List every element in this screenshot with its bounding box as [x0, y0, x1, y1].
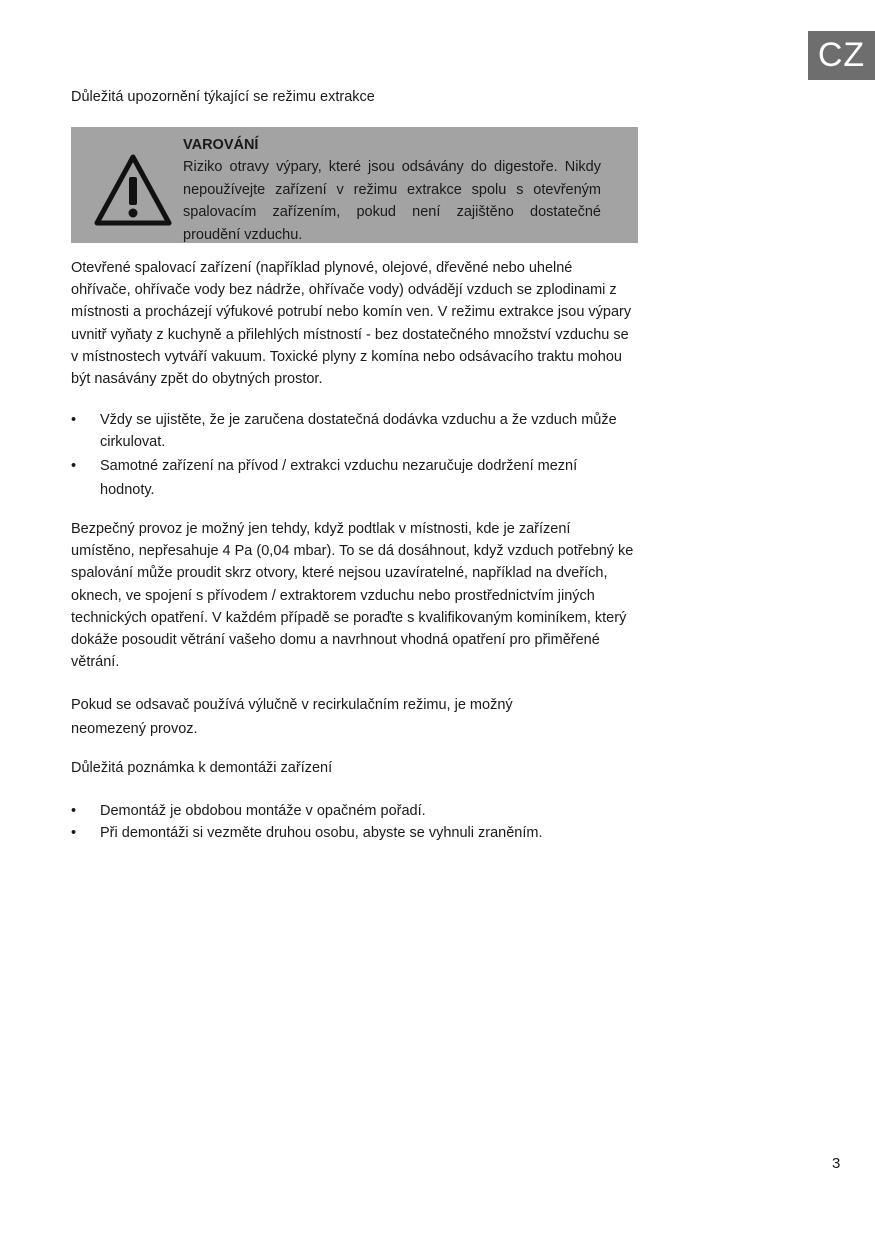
list-item — [71, 800, 631, 822]
warning-triangle-icon — [93, 151, 173, 231]
air-supply-bullet-list — [71, 409, 631, 502]
list-item — [71, 409, 631, 453]
page-number: 3 — [832, 1155, 841, 1172]
heading-disassembly-note: Důležitá poznámka k demontáži zařízení — [71, 760, 333, 776]
bullet-text: Samotné zařízení na přívod / extrakci vzduchu nezaručuje dodržení mezní hodnoty. — [100, 458, 578, 498]
bullet-text: Při demontáži si vezměte druhou osobu, abyste se vyhnuli zraněním. — [100, 825, 543, 841]
bullet-dot: • — [71, 412, 77, 428]
list-item — [71, 454, 631, 502]
language-tab: CZ — [808, 31, 875, 80]
bullet-text: Vždy se ujistěte, že je zaručena dostatečná dodávka vzduchu a že vzduch může cirkulovat. — [100, 412, 617, 450]
heading-extraction-notes: Důležitá upozornění týkající se režimu extrakce — [71, 89, 375, 105]
paragraph-combustion: Otevřené spalovací zařízení (například plynové, olejové, dřevěné nebo uhelné ohřívače, ohřívače vody bez nádrže, ohřívače vody) odvádějí vzduch se zplodinami z místnosti a procházejí výfukové potrubí nebo komín ven. V režimu extrakce jsou výpary uvnitř vyňaty z kuchyně a přilehlých místností - bez dostatečného množství vzduchu se v místnostech vytváří vakuum. Toxické plyny z komína nebo odsávacího traktu mohou být nasávány zpět do obytných prostor. — [71, 260, 632, 388]
list-item — [71, 822, 631, 844]
warning-text: Riziko otravy výpary, které jsou odsávány do digestoře. Nikdy nepoužívejte zařízení v režimu extrakce spolu s otevřeným spalovacím zařízením, pokud není zajištěno dostatečné proudění vzduchu. — [183, 159, 601, 243]
paragraph-safe-operation: Bezpečný provoz je možný jen tehdy, když podtlak v místnosti, kde je zařízení umístěno, nepřesahuje 4 Pa (0,04 mbar). To se dá dosáhnout, když vzduch potřebný ke spalování může proudit skrz otvory, které nejsou uzavíratelné, například na dveřích, oknech, ve spojení s přívodem / extraktorem vzduchu nebo prostřednictvím jiných technických opatření. V každém případě se poraďte s kvalifikovaným kominíkem, který dokáže posoudit větrání vašeho domu a navrhnout vhodná opatření pro přiměřené větrání. — [71, 521, 634, 671]
bullet-text: Demontáž je obdobou montáže v opačném pořadí. — [100, 803, 426, 819]
bullet-dot: • — [71, 825, 77, 841]
bullet-dot: • — [71, 803, 77, 819]
paragraph-recirculation: Pokud se odsavač používá výlučně v recirkulačním režimu, je možný neomezený provoz. — [71, 697, 513, 737]
bullet-dot: • — [71, 458, 77, 474]
warning-box — [71, 127, 638, 243]
warning-title: VAROVÁNÍ — [183, 137, 259, 153]
disassembly-bullet-list — [71, 800, 631, 844]
